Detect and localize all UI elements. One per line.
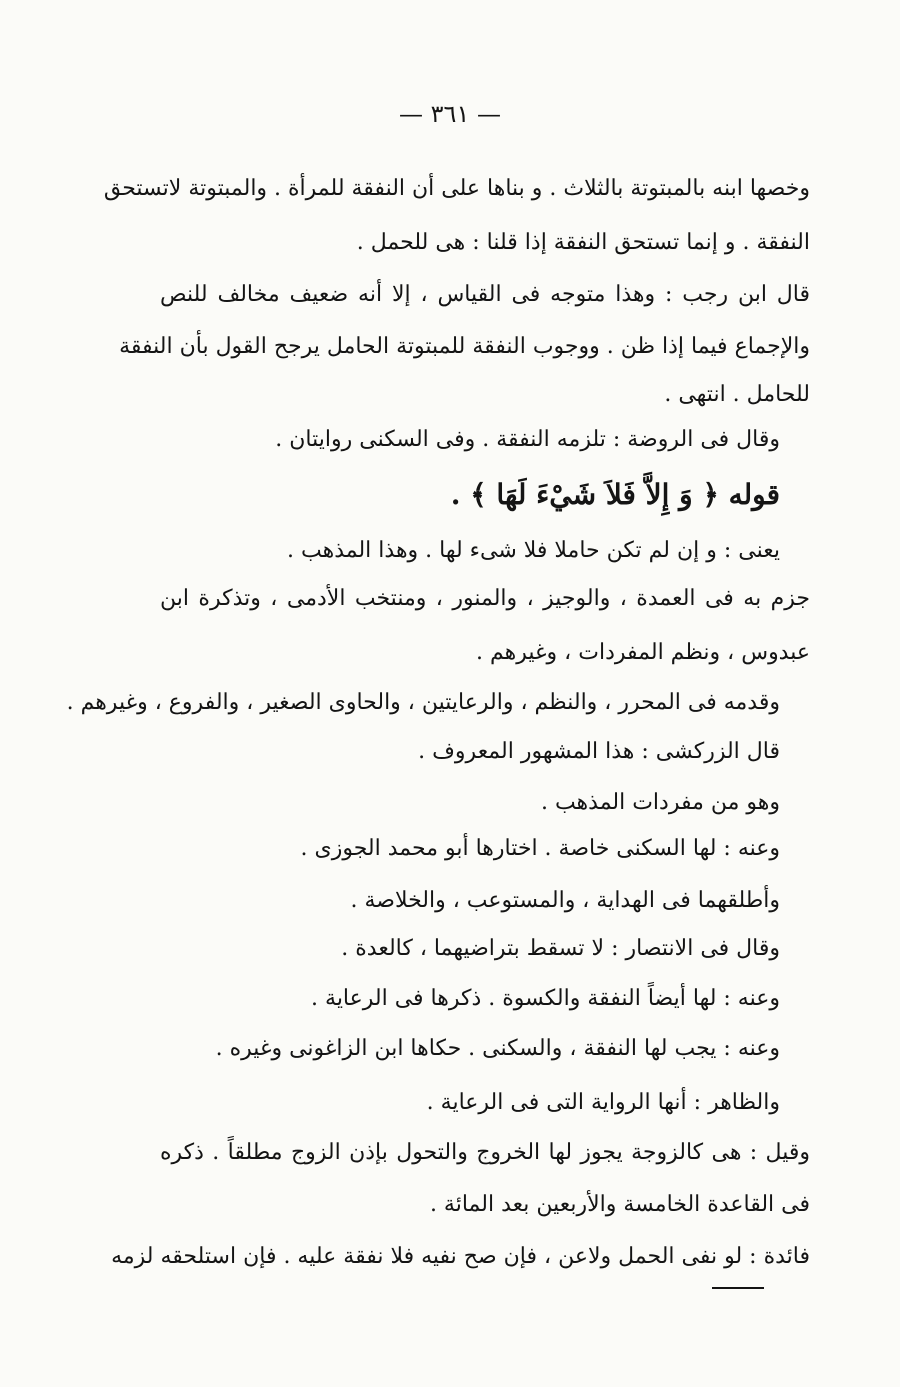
text-line: وخصها ابنه بالمبتوتة بالثلاث . و بناها على أن النفقة للمرأة . والمبتوتة لاتستحق bbox=[103, 176, 810, 201]
text-line: والظاهر : أنها الرواية التى فى الرعاية . bbox=[426, 1090, 780, 1115]
text-line: جزم به فى العمدة ، والوجيز ، والمنور ، ومنتخب الأدمى ، وتذكرة ابن bbox=[160, 586, 810, 611]
text-line: والإجماع فيما إذا ظن . ووجوب النفقة للمبتوتة الحامل يرجح القول بأن النفقة bbox=[119, 334, 810, 359]
text-line: فائدة : لو نفى الحمل ولاعن ، فإن صح نفيه فلا نفقة عليه . فإن استلحقه لزمه bbox=[111, 1244, 810, 1269]
page-number: — ٣٦١ — bbox=[399, 100, 501, 128]
text-line: النفقة . و إنما تستحق النفقة إذا قلنا : هى للحمل . bbox=[356, 230, 810, 255]
text-line: عبدوس ، ونظم المفردات ، وغيرهم . bbox=[476, 640, 810, 665]
text-line: وقدمه فى المحرر ، والنظم ، والرعايتين ، والحاوى الصغير ، والفروع ، وغيرهم . bbox=[66, 690, 780, 715]
text-line: وقيل : هى كالزوجة يجوز لها الخروج والتحول بإذن الزوج مطلقاً . ذكره bbox=[160, 1140, 810, 1165]
text-line: للحامل . انتهى . bbox=[664, 382, 810, 407]
note-label-underline bbox=[712, 1287, 764, 1289]
text-line: قال الزركشى : هذا المشهور المعروف . bbox=[418, 739, 780, 764]
text-line: وأطلقهما فى الهداية ، والمستوعب ، والخلاصة . bbox=[350, 888, 780, 913]
text-line: وقال فى الروضة : تلزمه النفقة . وفى السكنى روايتان . bbox=[275, 427, 780, 452]
text-line: وعنه : لها السكنى خاصة . اختارها أبو محمد الجوزى . bbox=[300, 836, 780, 861]
text-line: قال ابن رجب : وهذا متوجه فى القياس ، إلا أنه ضعيف مخالف للنص bbox=[160, 282, 810, 307]
text-line: وقال فى الانتصار : لا تسقط بتراضيهما ، كالعدة . bbox=[341, 936, 780, 961]
section-heading: قوله ﴿ وَ إِلاَّ فَلاَ شَيْءَ لَهَا ﴾ . bbox=[450, 478, 780, 511]
text-line: يعنى : و إن لم تكن حاملا فلا شىء لها . وهذا المذهب . bbox=[287, 538, 780, 563]
text-line: فى القاعدة الخامسة والأربعين بعد المائة . bbox=[429, 1192, 810, 1217]
text-line: وعنه : يجب لها النفقة ، والسكنى . حكاها ابن الزاغونى وغيره . bbox=[215, 1036, 780, 1061]
text-line: وهو من مفردات المذهب . bbox=[540, 790, 780, 815]
text-line: وعنه : لها أيضاً النفقة والكسوة . ذكرها فى الرعاية . bbox=[311, 986, 780, 1011]
